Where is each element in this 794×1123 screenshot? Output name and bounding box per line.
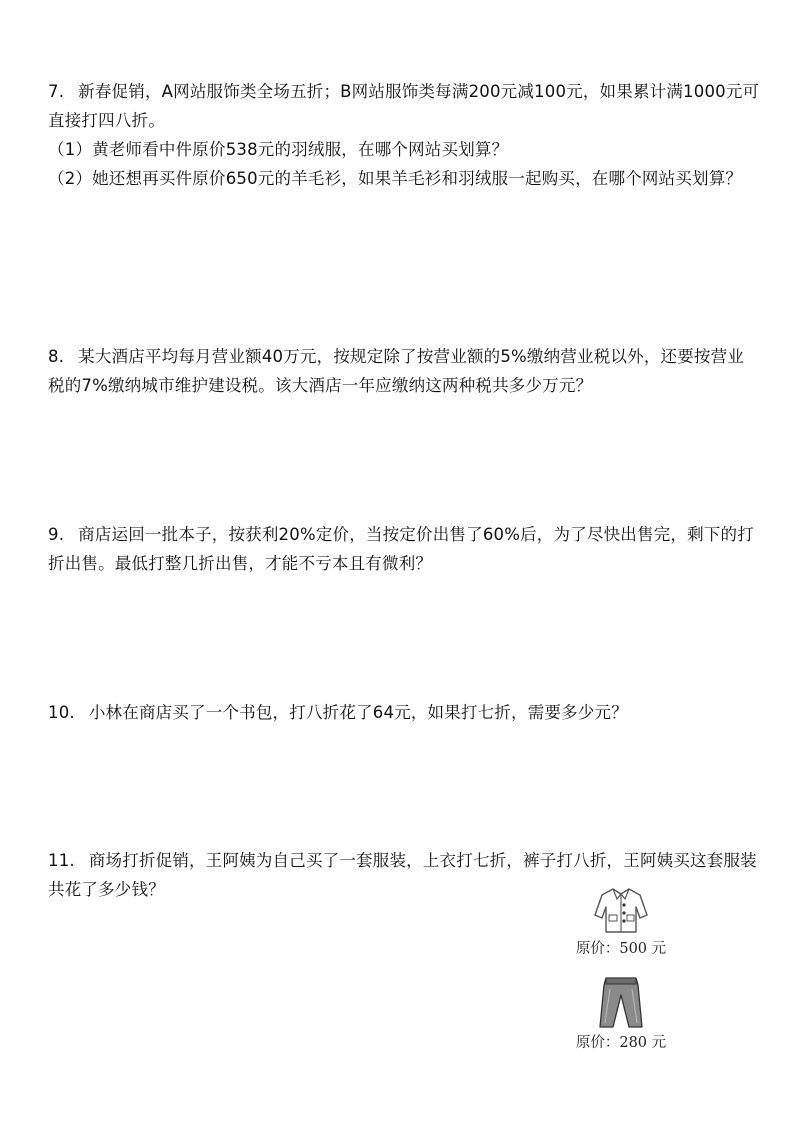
question-7-part-2: （2）她还想再买件原价650元的羊毛衫，如果羊毛衫和羽绒服一起购买，在哪个网站买划算？	[48, 169, 743, 188]
question-7	[48, 77, 760, 193]
question-8-stem	[48, 342, 760, 400]
question-text: 新春促销，A网站服饰类全场五折；B网站服饰类每满200元减100元，如果累计满1000元可直接打四八折。	[48, 82, 760, 130]
pants-item	[566, 975, 676, 1052]
coat-item	[566, 885, 676, 958]
question-number: 9.	[48, 525, 65, 544]
question-text: 某大酒店平均每月营业额40万元，按规定除了按营业额的5%缴纳营业税以外，还要按营业税的7%缴纳城市维护建设税。该大酒店一年应缴纳这两种税共多少万元？	[48, 347, 745, 395]
question-10	[48, 698, 760, 727]
question-text: 商店运回一批本子，按获利20%定价，当按定价出售了60%后，为了尽快出售完，剩下的打折出售。最低打整几折出售，才能不亏本且有微利？	[48, 525, 754, 573]
coat-price: 原价：500 元	[575, 941, 667, 957]
pants-icon	[598, 975, 644, 1029]
question-9-stem	[48, 520, 760, 578]
question-7-stem	[48, 77, 760, 135]
question-number: 7.	[48, 82, 65, 101]
question-8	[48, 342, 760, 400]
coat-icon	[593, 885, 649, 935]
question-number: 10.	[48, 703, 75, 722]
question-9	[48, 520, 760, 578]
question-text: 商场打折促销，王阿姨为自己买了一套服装，上衣打七折，裤子打八折，王阿姨买这套服装共花了多少钱？	[48, 851, 757, 899]
question-number: 8.	[48, 347, 65, 366]
question-7-part-1: （1）黄老师看中件原价538元的羽绒服，在哪个网站买划算？	[48, 140, 509, 159]
pants-price: 原价：280 元	[575, 1035, 667, 1051]
question-number: 11.	[48, 851, 75, 870]
question-10-stem	[48, 698, 760, 727]
question-text: 小林在商店买了一个书包，打八折花了64元，如果打七折，需要多少元？	[88, 703, 628, 722]
